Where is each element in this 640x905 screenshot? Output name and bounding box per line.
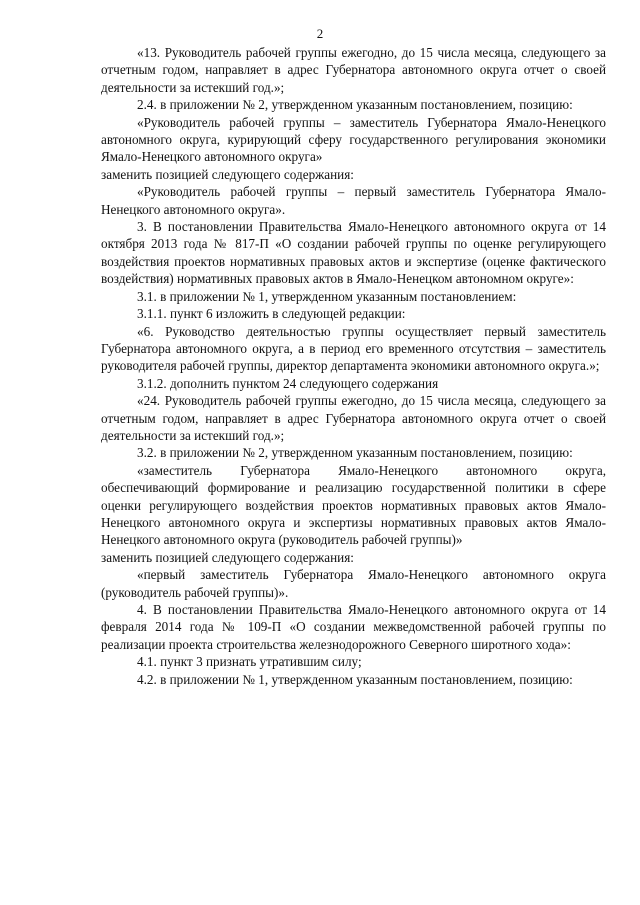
paragraph: 3.1.2. дополнить пунктом 24 следующего содержания	[137, 375, 439, 391]
paragraph: «6. Руководство деятельностью группы осуществляет первый заместитель Губернатора автономного округа, а в период его временного отсутствия – заместитель руководителя рабочей группы, директор департамента экономики автономного округа.»;	[101, 323, 606, 374]
paragraph: «заместитель Губернатора Ямало-Ненецкого автономного округа, обеспечивающий формирование и реализацию государственной политики в сфере оценки регулирующего воздействия проектов нормативных правовых актов Ямало-Ненецкого автономного округа и экспертизы нормативных правовых актов Ямало-Ненецкого автономного округа (руководитель рабочей группы)»	[101, 462, 606, 548]
paragraph: 4.2. в приложении № 1, утвержденном указанным постановлением, позицию:	[137, 671, 573, 687]
paragraph: «Руководитель рабочей группы – заместитель Губернатора Ямало-Ненецкого автономного округа, курирующий сферу государственного регулирования экономики Ямало-Ненецкого автономного округа»	[101, 114, 606, 165]
paragraph: «Руководитель рабочей группы – первый заместитель Губернатора Ямало-Ненецкого автономного округа».	[101, 184, 606, 217]
paragraph: «24. Руководитель рабочей группы ежегодно, до 15 числа месяца, следующего за отчетным годом, направляет в адрес Губернатора автономного округа отчет о своей деятельности за истекший год.»;	[101, 393, 606, 443]
paragraph: 3.1.1. пункт 6 изложить в следующей редакции:	[137, 306, 406, 322]
paragraph: 3.1. в приложении № 1, утвержденном указанным постановлением:	[137, 288, 517, 304]
paragraph: 2.4. в приложении № 2, утвержденном указанным постановлением, позицию:	[137, 97, 573, 113]
paragraph: «первый заместитель Губернатора Ямало-Ненецкого автономного округа (руководитель рабочей группы)».	[101, 567, 606, 600]
page-number: 2	[316, 26, 324, 41]
paragraph: 3. В постановлении Правительства Ямало-Ненецкого автономного округа от 14 октября 2013 года № 817-П «О создании рабочей группы по оценке регулирующего воздействия проектов нормативных правовых актов и экспертизе (оценке фактического воздействия) нормативных правовых актов в Ямало-Ненецком автономном округе»:	[101, 219, 606, 287]
paragraph: заменить позицией следующего содержания:	[101, 549, 354, 565]
paragraph: 4.1. пункт 3 признать утратившим силу;	[137, 654, 362, 670]
paragraph: «13. Руководитель рабочей группы ежегодно, до 15 числа месяца, следующего за отчетным годом, направляет в адрес Губернатора автономного округа отчет о своей деятельности за истекший год.»;	[101, 45, 606, 95]
paragraph: 3.2. в приложении № 2, утвержденном указанным постановлением, позицию:	[137, 445, 573, 461]
paragraph: заменить позицией следующего содержания:	[101, 166, 354, 182]
paragraph: 4. В постановлении Правительства Ямало-Ненецкого автономного округа от 14 февраля 2014 года № 109-П «О создании межведомственной рабочей группы по реализации проекта строительства железнодорожного Северного широтного хода»:	[101, 602, 606, 652]
document-body	[101, 44, 606, 688]
